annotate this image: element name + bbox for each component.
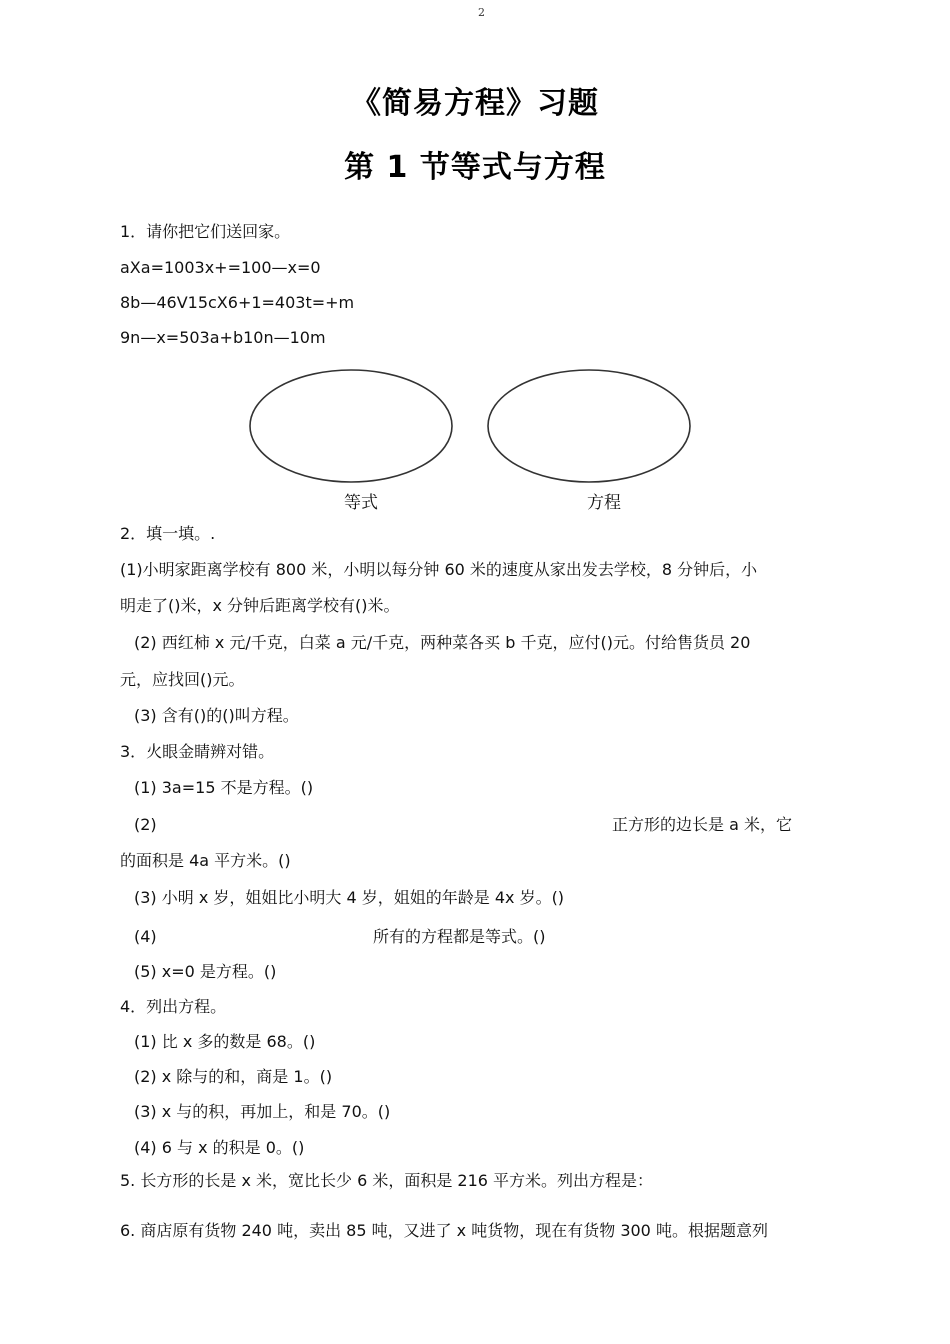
oval-label-right: 方程 <box>587 493 621 513</box>
q4-item-4: (4) 6 与 x 的积是 0。() <box>134 1138 305 1157</box>
q3-item-2: 正方形的边长是 a 米，它 <box>612 815 792 834</box>
q4-heading: 4．列出方程。 <box>120 997 227 1016</box>
q6: 6. 商店原有货物 240 吨，卖出 85 吨，又进了 x 吨货物，现在有货物 300 吨。根据题意列 <box>120 1221 768 1240</box>
q2-item-1: (1)小明家距离学校有 800 米，小明以每分钟 60 米的速度从家出发去学校，8 分钟后，小 <box>120 560 758 579</box>
q2-item-2-cont: 元，应找回()元。 <box>120 670 245 689</box>
q1-line-3: 9n—x=503a+b10n—10m <box>120 328 326 347</box>
q3-item-4-number: (4) <box>134 927 157 946</box>
q2-item-2: (2) 西红柿 x 元/千克，白菜 a 元/千克，两种菜各买 b 千克，应付()元。付给售货员 20 <box>134 633 751 652</box>
oval-label-left: 等式 <box>344 493 378 513</box>
section-title: 第 1 节等式与方程 <box>344 150 606 185</box>
q3-item-3: (3) 小明 x 岁，姐姐比小明大 4 岁，姐姐的年龄是 4x 岁。() <box>134 888 565 907</box>
page-title: 《简易方程》习题 <box>351 86 599 121</box>
q2-item-3: (3) 含有()的()叫方程。 <box>134 706 299 725</box>
q4-item-2: (2) x 除与的和，商是 1。() <box>134 1067 333 1086</box>
q3-item-4: 所有的方程都是等式。() <box>373 927 546 946</box>
q1-line-1: aXa=1003x+=100—x=0 <box>120 258 321 277</box>
q4-item-1: (1) 比 x 多的数是 68。() <box>134 1032 316 1051</box>
q3-item-2-number: (2) <box>134 815 157 834</box>
q3-item-1: (1) 3a=15 不是方程。() <box>134 778 314 797</box>
q1-heading: 1．请你把它们送回家。 <box>120 222 291 241</box>
equation-oval-right <box>488 370 690 482</box>
q2-heading: 2．填一填。. <box>120 524 216 543</box>
page-number: 2 <box>478 6 485 19</box>
q3-item-5: (5) x=0 是方程。() <box>134 962 277 981</box>
q4-item-3: (3) x 与的积，再加上，和是 70。() <box>134 1102 391 1121</box>
q5: 5. 长方形的长是 x 米，宽比长少 6 米，面积是 216 平方米。列出方程是： <box>120 1171 654 1190</box>
equation-oval-left <box>250 370 452 482</box>
q3-heading: 3．火眼金睛辨对错。 <box>120 742 275 761</box>
q2-item-1-cont: 明走了()米，x 分钟后距离学校有()米。 <box>120 596 400 615</box>
q1-line-2: 8b—46V15cX6+1=403t=+m <box>120 293 355 312</box>
q3-item-2-cont: 的面积是 4a 平方米。() <box>120 851 291 870</box>
sorting-ovals <box>0 0 950 520</box>
